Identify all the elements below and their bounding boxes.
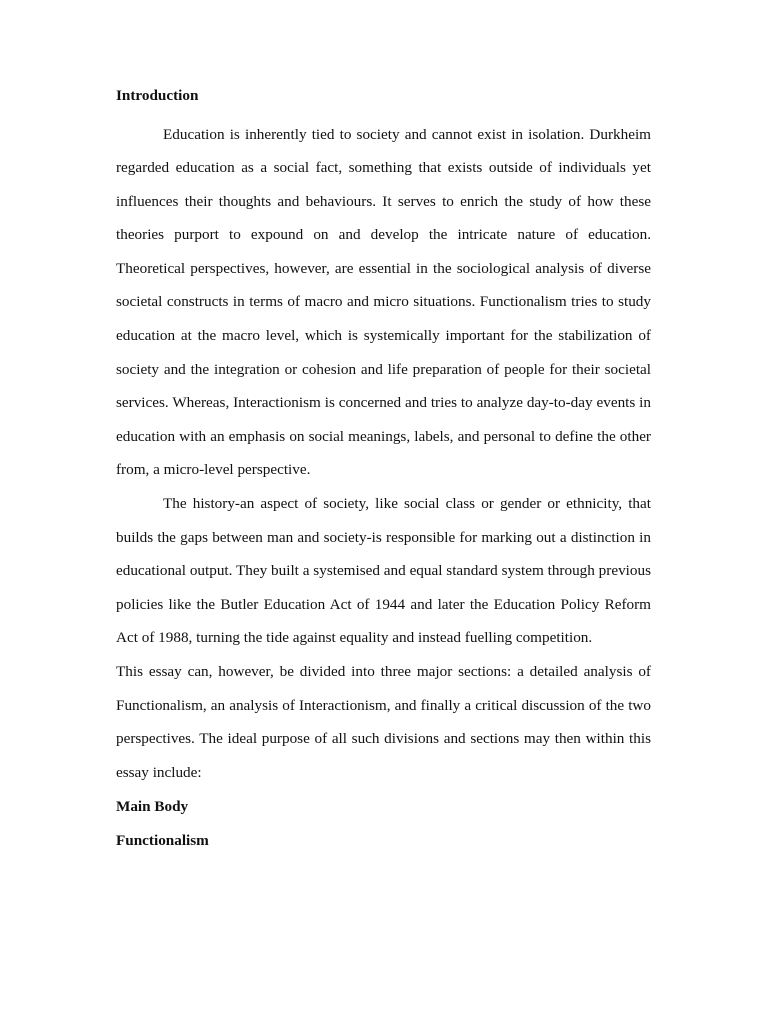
document-body bbox=[116, 84, 651, 858]
functionalism-heading: Functionalism bbox=[116, 831, 209, 849]
intro-paragraph-1: Education is inherently tied to society and cannot exist in isolation. Durkheim regarded education as a social fact, something that exists outside of individuals yet influences their thoughts and behaviours. It serves to enrich the study of how these theories purport to expound on and develop the intricate nature of education. Theoretical perspectives, however, are essential in the sociological analysis of diverse societal constructs in terms of macro and micro situations. Functionalism tries to study education at the macro level, which is systemically important for the stabilization of society and the integration or cohesion and life preparation of people for their societal services. Whereas, Interactionism is concerned and tries to analyze day-to-day events in education with an emphasis on social meanings, labels, and personal to define the other from, a micro-level perspective. bbox=[116, 125, 651, 479]
intro-paragraph-2: The history-an aspect of society, like social class or gender or ethnicity, that builds the gaps between man and society-is responsible for marking out a distinction in educational output. They built a systemised and equal standard system through previous policies like the Butler Education Act of 1944 and later the Education Policy Reform Act of 1988, turning the tide against equality and instead fuelling competition. bbox=[116, 495, 651, 647]
main-body-heading: Main Body bbox=[116, 798, 189, 816]
introduction-heading: Introduction bbox=[116, 87, 199, 104]
intro-paragraph-3: This essay can, however, be divided into three major sections: a detailed analysis of Functionalism, an analysis of Interactionism, and finally a critical discussion of the two perspectives. The ideal purpose of all such divisions and sections may then within this essay include: bbox=[116, 663, 651, 781]
